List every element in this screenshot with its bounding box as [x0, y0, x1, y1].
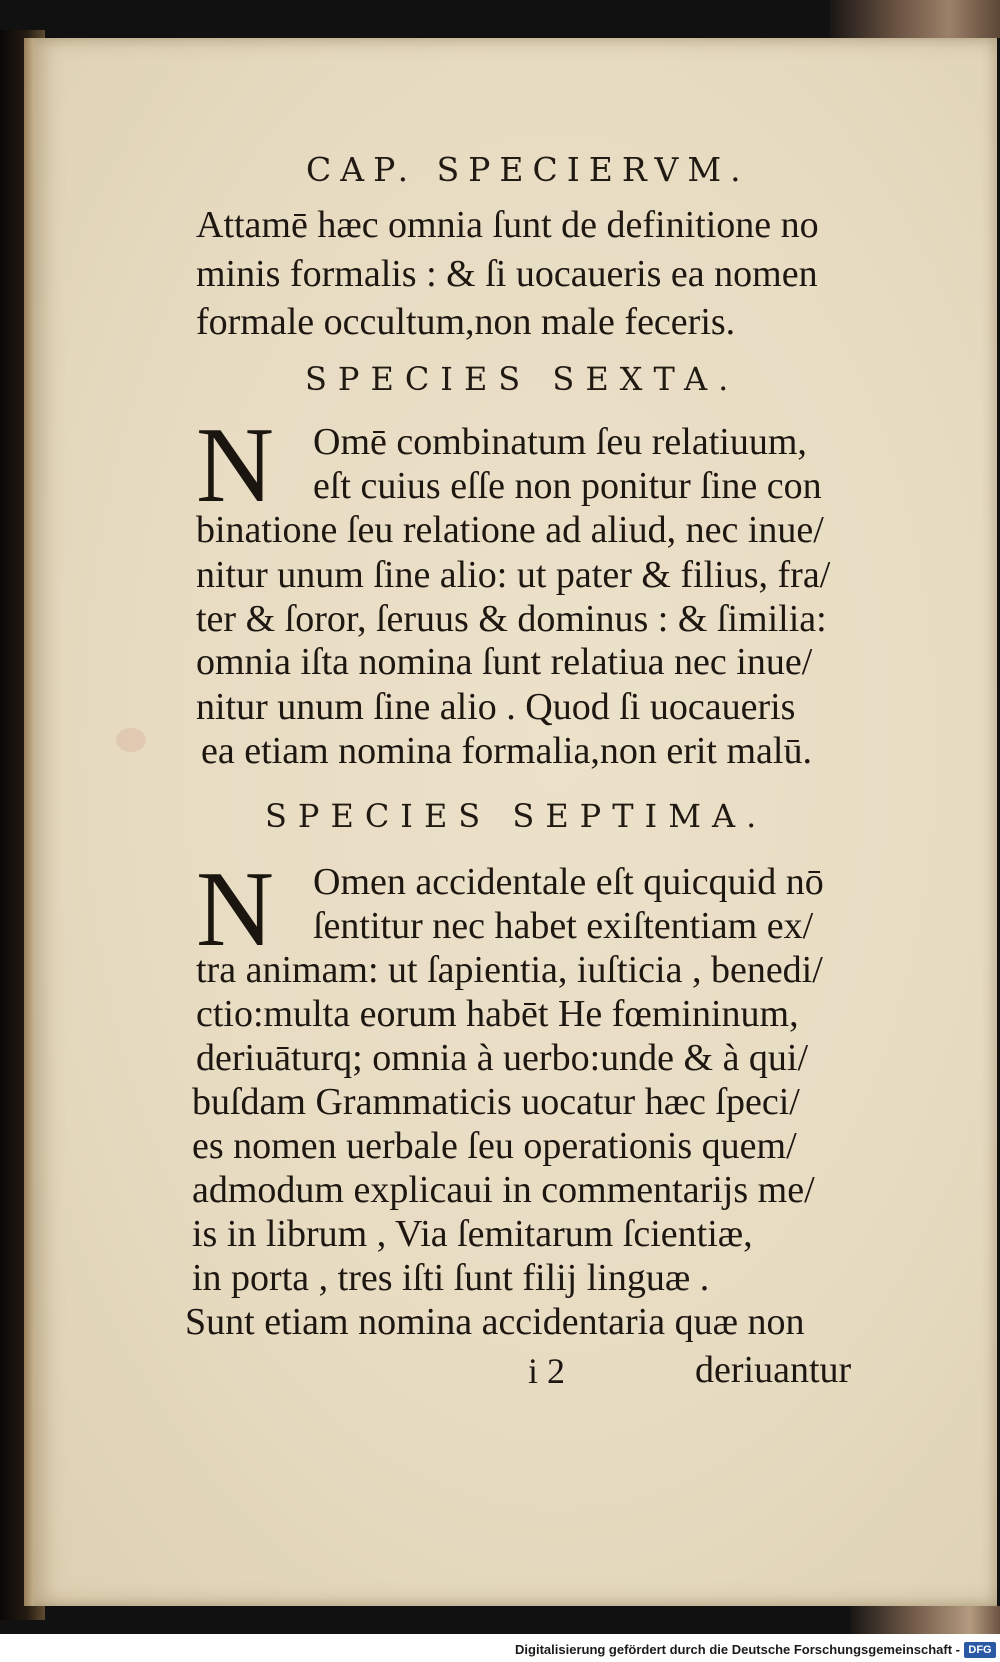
section-7-line: ctio:multa eorum habēt He fœmininum,: [196, 993, 799, 1035]
section-7-line: is in librum , Via ſemitarum ſcientiæ,: [192, 1213, 753, 1255]
intro-line: Attamē hæc omnia ſunt de definitione no: [196, 204, 819, 246]
footer-bar: [0, 1634, 1000, 1662]
section-6-line: nitur unum ſine alio: ut pater & filius, fra/: [196, 554, 831, 596]
page-stain: [116, 728, 146, 752]
section-6-line: omnia iſta nomina ſunt relatiua nec inue/: [196, 641, 813, 683]
section-6-line: ter & ſoror, ſeruus & dominus : & ſimilia:: [196, 598, 827, 640]
drop-capital-n: N: [196, 850, 274, 969]
section-6-line: nitur unum ſine alio . Quod ſi uocaueris: [196, 686, 796, 728]
section-7-line: ſentitur nec habet exiſtentiam ex/: [313, 905, 814, 947]
intro-line: formale occultum,non male feceris.: [196, 301, 736, 343]
section-6-line: Omē combinatum ſeu relatiuum,: [313, 421, 807, 463]
book-edge-top: [830, 0, 1000, 38]
section-7-line: admodum explicaui in commentarijs me/: [192, 1169, 815, 1211]
catchword: deriuantur: [695, 1349, 852, 1391]
section-7-line: deriuāturq; omnia à uerbo:unde & à qui/: [196, 1037, 809, 1079]
funding-notice: Digitalisierung gefördert durch die Deutsche Forschungsgemeinschaft -: [515, 1642, 960, 1657]
section-heading-sexta: SPECIES SEXTA.: [305, 360, 740, 398]
signature-mark: i 2: [528, 1351, 566, 1391]
book-edge-bottom: [850, 1606, 1000, 1634]
section-6-line: binatione ſeu relatione ad aliud, nec inue/: [196, 509, 824, 551]
section-heading-septima: SPECIES SEPTIMA.: [265, 797, 768, 835]
section-7-line: tra animam: ut ſapientia, iuſticia , benedi/: [196, 949, 823, 991]
section-7-line: es nomen uerbale ſeu operationis quem/: [192, 1125, 797, 1167]
drop-capital-n: N: [196, 406, 274, 525]
dfg-logo: DFG: [964, 1642, 996, 1658]
section-6-line: ea etiam nomina formalia,non erit malū.: [201, 730, 812, 772]
running-head: CAP. SPECIERVM.: [306, 150, 750, 189]
section-6-line: eſt cuius eſſe non ponitur ſine con: [313, 465, 822, 507]
section-7-line: Omen accidentale eſt quicquid nō: [313, 861, 824, 903]
section-7-line: Sunt etiam nomina accidentaria quæ non: [185, 1301, 805, 1343]
section-7-line: buſdam Grammaticis uocatur hæc ſpeci/: [192, 1081, 800, 1123]
intro-line: minis formalis : & ſi uocaueris ea nomen: [196, 253, 818, 295]
section-7-line: in porta , tres iſti ſunt filij linguæ .: [192, 1257, 710, 1299]
